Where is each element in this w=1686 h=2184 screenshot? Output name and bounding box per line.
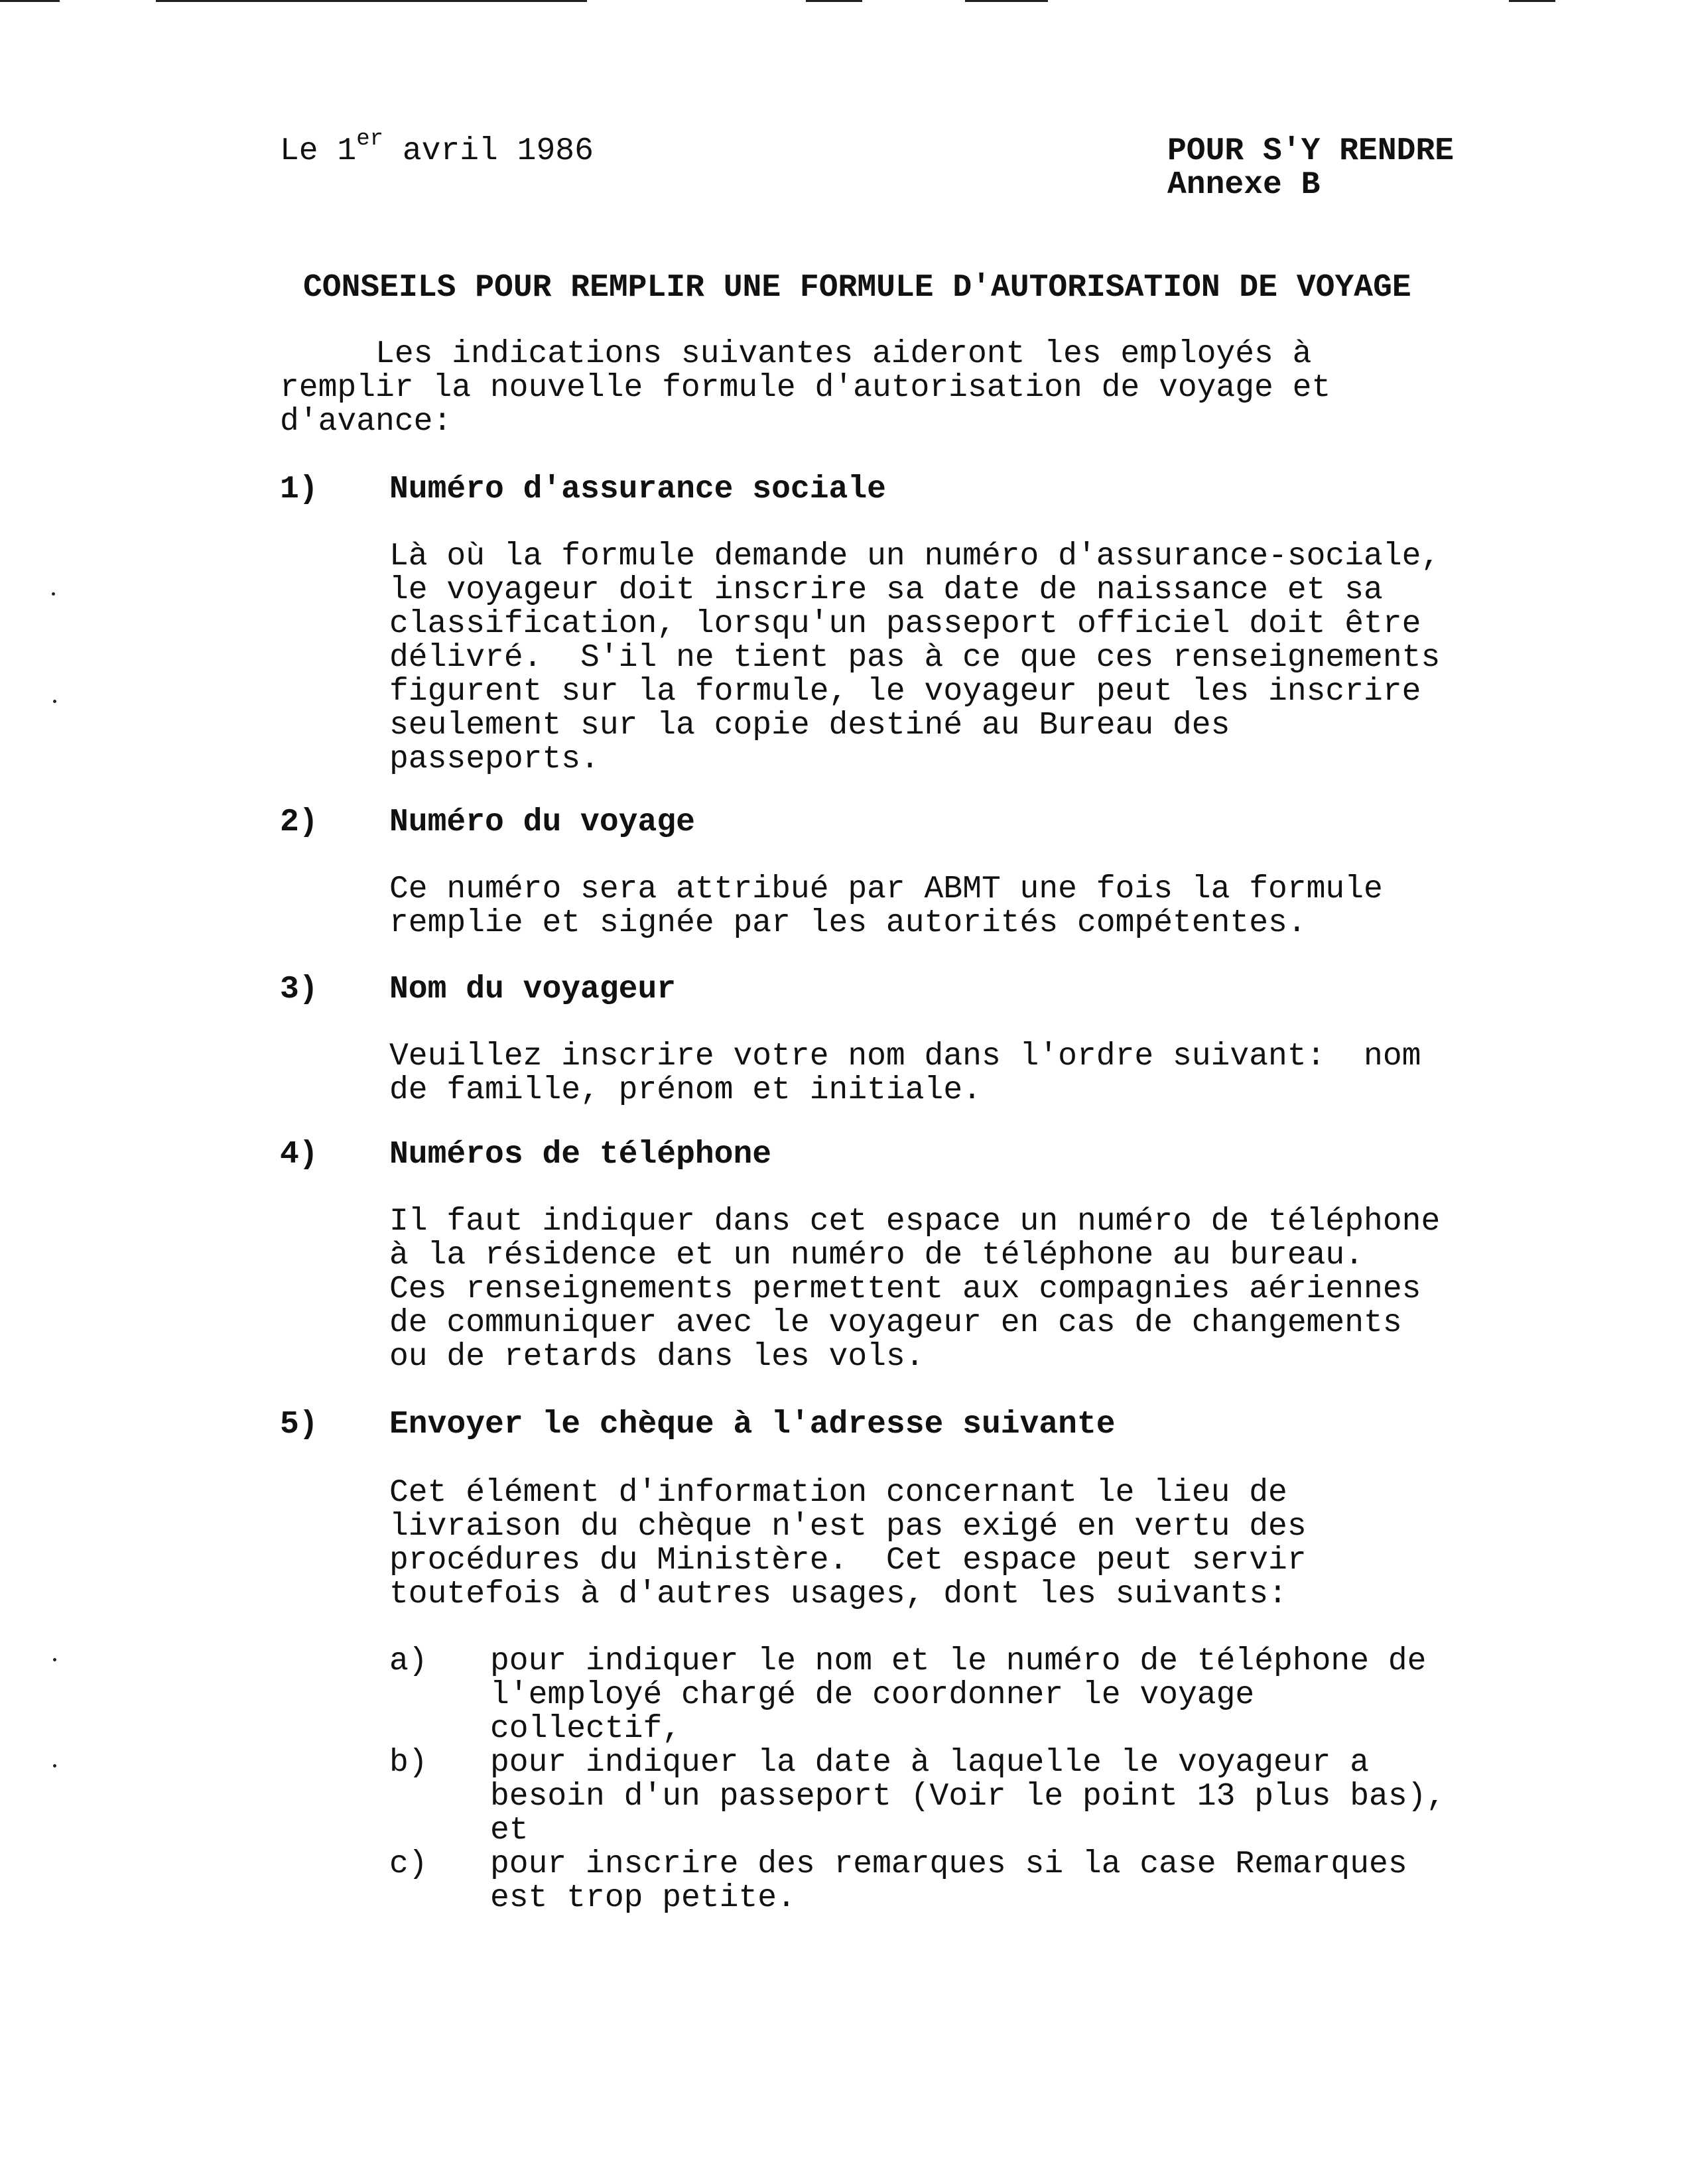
list-item [389, 1645, 1530, 1746]
section-heading: Nom du voyageur [389, 972, 677, 1007]
ref-line-1: POUR S'Y RENDRE [1167, 133, 1455, 169]
section-number: 2) [280, 804, 318, 840]
scan-speck [53, 1764, 56, 1767]
letter-date [280, 127, 594, 169]
document-title: CONSEILS POUR REMPLIR UNE FORMULE D'AUTORISATION DE VOYAGE [303, 270, 1411, 306]
sub-list [389, 1645, 1530, 1915]
intro-paragraph: Les indications suivantes aideront les employés à remplir la nouvelle formule d'autorisation de voyage et d'avance: [280, 336, 1331, 440]
list-item-letter: a) [389, 1643, 428, 1679]
section-heading: Numéro du voyage [389, 804, 695, 840]
list-item-letter: b) [389, 1745, 428, 1781]
scan-edge-line [806, 0, 862, 2]
section-number: 3) [280, 972, 318, 1007]
section-body: Il faut indiquer dans cet espace un numéro de téléphone à la résidence et un numéro de téléphone au bureau. Ces renseignements permettent aux compagnies aériennes de communiquer avec le voyageur en cas de changements ou de retards dans les vols. [389, 1204, 1441, 1375]
list-item-letter: c) [389, 1846, 428, 1882]
section-number: 4) [280, 1137, 318, 1173]
date-suffix: avril 1986 [383, 133, 594, 169]
section-body: Ce numéro sera attribué par ABMT une fois la formule remplie et signée par les autorités compétentes. [389, 871, 1383, 941]
section-heading: Numéro d'assurance sociale [389, 472, 886, 507]
section-body: Là où la formule demande un numéro d'assurance-sociale, le voyageur doit inscrire sa date de naissance et sa classification, lorsqu'un passeport officiel doit être délivré. S'il ne tient pas à ce que ces renseignements figurent sur la formule, le voyageur peut les inscrire seulement sur la copie destiné au Bureau des passeports. [389, 539, 1441, 777]
date-prefix: Le 1 [280, 133, 357, 169]
section-number: 1) [280, 472, 318, 507]
list-item-text: pour indiquer la date à laquelle le voyageur a besoin d'un passeport (Voir le point 13 plus bas), et [490, 1745, 1446, 1848]
scan-edge-line [965, 0, 1048, 2]
list-item [389, 1848, 1530, 1915]
section-body: Veuillez inscrire votre nom dans l'ordre suivant: nom de famille, prénom et initiale. [389, 1039, 1421, 1108]
section-body: Cet élément d'information concernant le lieu de livraison du chèque n'est pas exigé en vertu des procédures du Ministère. Cet espace peut servir toutefois à d'autres usages, dont les suivants: [389, 1475, 1307, 1612]
list-item [389, 1746, 1530, 1848]
date-ordinal: er [356, 127, 384, 152]
section-heading: Numéros de téléphone [389, 1137, 772, 1173]
scan-speck [53, 1658, 56, 1661]
scan-edge-line [1509, 0, 1555, 2]
document-reference [1167, 135, 1454, 202]
list-item-text: pour indiquer le nom et le numéro de téléphone de l'employé chargé de coordonner le voyage collectif, [490, 1643, 1427, 1747]
section-number: 5) [280, 1407, 318, 1443]
scan-edge-line [0, 0, 60, 2]
ref-line-2: Annexe B [1167, 167, 1321, 203]
section-heading: Envoyer le chèque à l'adresse suivante [389, 1407, 1116, 1443]
scan-speck [53, 700, 56, 703]
scan-speck [52, 592, 55, 596]
list-item-text: pour inscrire des remarques si la case Remarques est trop petite. [490, 1846, 1407, 1916]
scan-edge-line [156, 0, 587, 2]
